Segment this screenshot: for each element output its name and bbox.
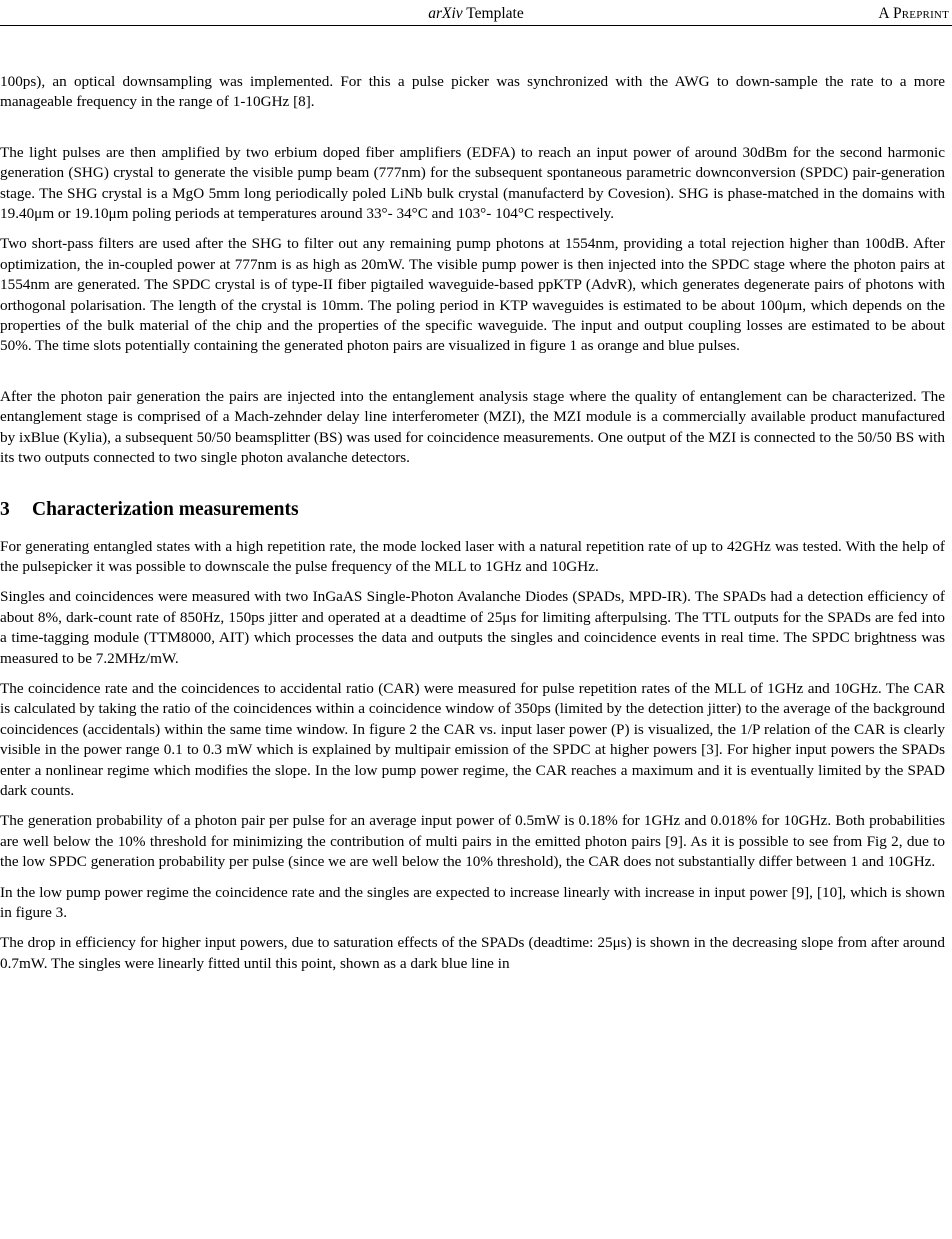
running-title-rest: Template <box>462 5 524 22</box>
running-title-italic: arXiv <box>428 5 463 22</box>
body-text <box>0 72 945 974</box>
paragraph-shg: The light pulses are then amplified by two erbium doped fiber amplifiers (EDFA) to reach an input power of around 30dBm for the second harmonic generation (SHG) crystal to generate the visible pump beam (777nm) for the subsequent spontaneous parametric downconversion (SPDC) pair-generation stage. The SHG crystal is a MgO 5mm long periodically poled LiNb bulk crystal (manufacterd by Covesion). SHG is phase-matched in the domains with 19.40μm or 19.10μm poling periods at temperatures around 33°- 34°C and 103°- 104°C respectively. <box>0 143 945 223</box>
running-title <box>0 5 952 23</box>
paragraph-linear: In the low pump power regime the coincidence rate and the singles are expected to increase linearly with increase in input power [9], [10], which is shown in figure 3. <box>0 883 945 921</box>
paragraph-saturation: The drop in efficiency for higher input powers, due to saturation effects of the SPADs (deadtime: 25μs) is shown in the decreasing slope from after around 0.7mW. The singles were linearly fitted until this point, shown as a dark blue line in <box>0 934 945 972</box>
section-heading <box>0 499 945 521</box>
section-title: Characterization measurements <box>32 498 299 520</box>
preprint-label: A Preprint <box>878 5 949 22</box>
paragraph-downsampling: 100ps), an optical downsampling was implemented. For this a pulse picker was synchronized with the AWG to down-sample the rate to a more manageable frequency in the range of 1-10GHz [8]. <box>0 73 945 111</box>
section-number: 3 <box>0 498 10 520</box>
paragraph-entanglement: After the photon pair generation the pairs are injected into the entanglement analysis stage where the quality of entanglement can be characterized. The entanglement stage is comprised of a Mach-zehnder delay line interferometer (MZI), the MZI module is a commercially available product manufactured by ixBlue (Kylia), a subsequent 50/50 beamsplitter (BS) was used for coincidence measurements. One output of the MZI is connected to the 50/50 BS with its two outputs connected to two single photon avalanche detectors. <box>0 387 945 467</box>
running-header <box>0 0 952 26</box>
paragraph-spdc: Two short-pass filters are used after the SHG to filter out any remaining pump photons at 1554nm, providing a total rejection higher than 100dB. After optimization, the in-coupled power at 777nm is as high as 20mW. The visible pump power is then injected into the SPDC stage where the photon pairs at 1554nm are generated. The SPDC crystal is of type-II fiber pigtailed waveguide-based ppKTP (AdvR), which generates degenerate pairs of photons with orthogonal polarisation. The length of the crystal is 10mm. The poling period in KTP waveguides is estimated to be about 100μm, which depends on the properties of the bulk material of the chip and the properties of the specific waveguide. The input and output coupling losses are estimated to be about 50%. The time slots potentially containing the generated photon pairs are visualized in figure 1 as orange and blue pulses. <box>0 235 945 355</box>
header-rule <box>0 25 952 26</box>
paragraph-spads: Singles and coincidences were measured with two InGaAS Single-Photon Avalanche Diodes (SPADs, MPD-IR). The SPADs had a detection efficiency of about 8%, dark-count rate of 850Hz, 150ps jitter and operated at a deadtime of 25μs for limiting afterpulsing. The TTL outputs for the SPADs are fed into a time-tagging module (TTM8000, AIT) which processes the data and outputs the singles and coincidence events in real time. The SPDC brightness was measured to be 7.2MHz/mW. <box>0 588 945 667</box>
paragraph-mll: For generating entangled states with a high repetition rate, the mode locked laser with a natural repetition rate of up to 42GHz was tested. With the help of the pulsepicker it was possible to downscale the pulse frequency of the MLL to 1GHz and 10GHz. <box>0 537 945 575</box>
paragraph-probability: The generation probability of a photon pair per pulse for an average input power of 0.5mW is 0.18% for 1GHz and 0.018% for 10GHz. Both probabilities are well below the 10% threshold for minimizing the contribution of multi pairs in the emitted photon pairs [9]. As it is possible to see from Fig 2, due to the low SPDC generation probability per pulse (since we are well below the 10% threshold), the CAR does not substantially differ between 1 and 10GHz. <box>0 812 945 871</box>
paragraph-car: The coincidence rate and the coincidences to accidental ratio (CAR) were measured for pulse repetition rates of the MLL of 1GHz and 10GHz. The CAR is calculated by taking the ratio of the coincidences within a coincidence window of 350ps (limited by the detection jitter) to the average of the background coincidences (accidentals) within the same time window. In figure 2 the CAR vs. input laser power (P) is visualized, the 1/P relation of the CAR is clearly visible in the power range 0.1 to 0.3 mW which is explained by multipair emission of the SPDC at higher powers [3]. For higher input powers the SPADs enter a nonlinear regime which modifies the slope. In the low pump power regime, the CAR reaches a maximum and it is eventually limited by the SPAD dark counts. <box>0 679 945 799</box>
